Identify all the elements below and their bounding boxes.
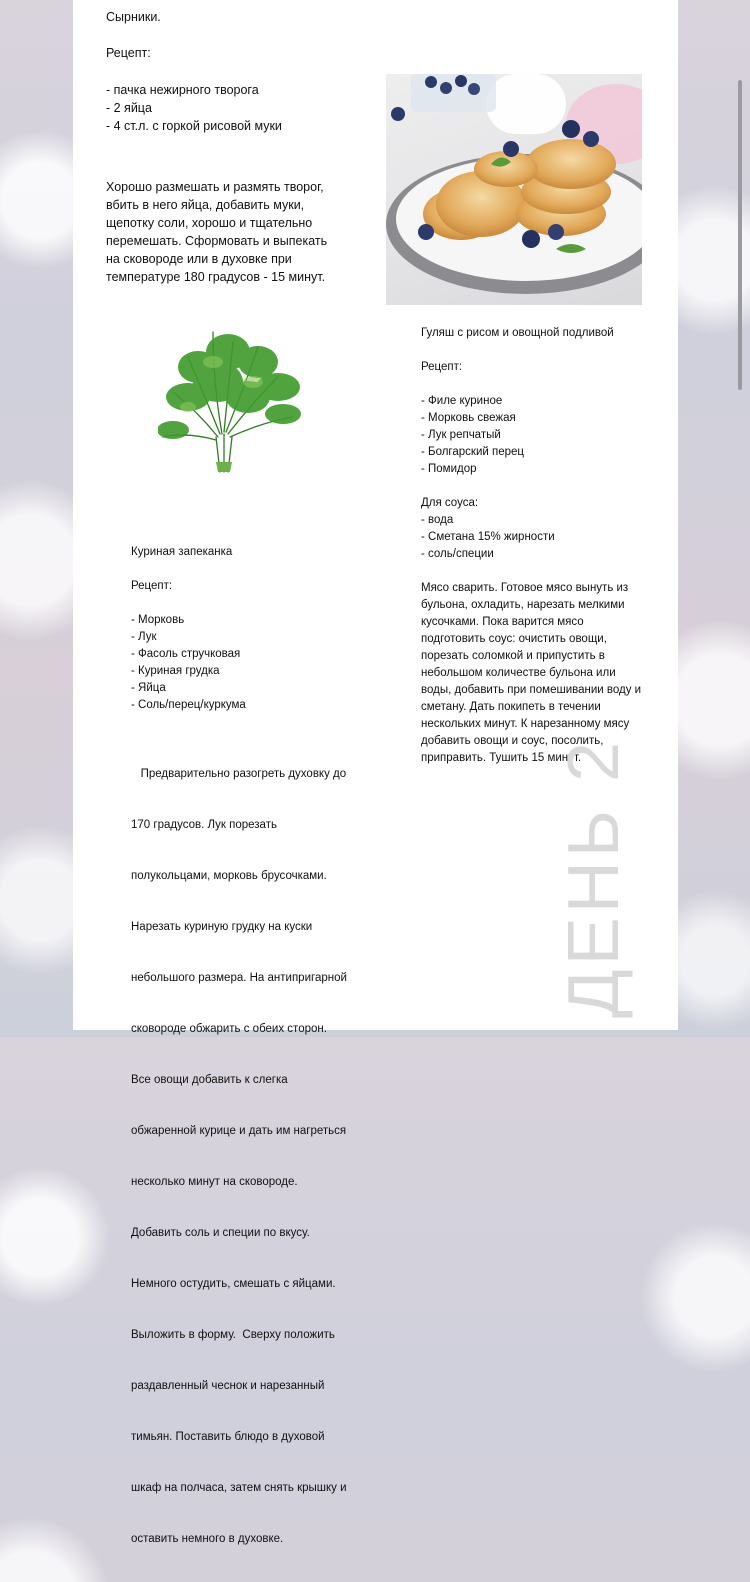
- text-line: добавить овощи и соус, посолить,: [421, 735, 604, 747]
- list-item: - Яйца: [131, 682, 166, 694]
- text-line: небольшом количестве бульона или: [421, 667, 616, 679]
- list-item: - соль/специи: [421, 548, 494, 560]
- list-item: - Сметана 15% жирности: [421, 531, 555, 543]
- recipe2-sauce-label: Для соуса:: [421, 497, 479, 509]
- list-item: - Лук репчатый: [421, 429, 501, 441]
- text-line: вбить в него яйца, добавить муки,: [106, 198, 305, 212]
- pancakes-with-blueberries-image: [386, 74, 642, 305]
- text-line: Выложить в форму. Сверху положить: [131, 1329, 335, 1341]
- list-item: - Морковь: [131, 614, 185, 626]
- text-line: на сковороде или в духовке при: [106, 252, 292, 266]
- text-line: перемешать. Сформовать и выпекать: [106, 234, 328, 248]
- text-line: тимьян. Поставить блюдо в духовой: [131, 1431, 325, 1443]
- text-line: сковороде обжарить с обеих сторон.: [131, 1023, 327, 1035]
- list-item: - вода: [421, 514, 454, 526]
- list-item: - 4 ст.л. с горкой рисовой муки: [106, 119, 282, 133]
- list-item: - Помидор: [421, 463, 477, 475]
- text-line: Немного остудить, смешать с яйцами.: [131, 1278, 336, 1290]
- recipe3-title: Куриная запеканка: [131, 546, 233, 558]
- list-item: - пачка нежирного творога: [106, 83, 259, 97]
- list-item: - Куриная грудка: [131, 665, 220, 677]
- recipe1-recipe-label: Рецепт:: [106, 46, 151, 60]
- text-line: порезать соломкой и припустить в: [421, 650, 605, 662]
- dill-photo: [158, 322, 308, 482]
- text-line: шкаф на полчаса, затем снять крышку и: [131, 1482, 347, 1494]
- recipe2-sauce: [421, 512, 555, 563]
- recipe1-ingredients: [106, 81, 282, 135]
- text-line: температуре 180 градусов - 15 минут.: [106, 270, 326, 284]
- recipe-page: [73, 0, 678, 1545]
- list-item: - Фасоль стручковая: [131, 648, 241, 660]
- text-line: воды, добавить при помешивании воду и: [421, 684, 642, 696]
- text-line: Нарезать куриную грудку на куски: [131, 921, 313, 933]
- text-line: бульона, охладить, нарезать мелкими: [421, 599, 625, 611]
- recipe1-title: Сырники.: [106, 10, 161, 24]
- text-line: 170 градусов. Лук порезать: [131, 819, 277, 831]
- day-label: ДЕНЬ 2: [554, 737, 634, 1018]
- text-line: небольшого размера. На антипригарной: [131, 972, 347, 984]
- text-line: сметану. Дать покипеть в течении: [421, 701, 601, 713]
- recipe2-title: Гуляш с рисом и овощной подливой: [421, 327, 614, 339]
- text-line: полукольцами, морковь брусочками.: [131, 870, 327, 882]
- text-line: раздавленный чеснок и нарезанный: [131, 1380, 325, 1392]
- list-item: - Соль/перец/куркума: [131, 699, 246, 711]
- text-line: Хорошо размешать и размять творог,: [106, 180, 324, 194]
- recipe2-ingredients: [421, 393, 524, 478]
- recipe2-recipe-label: Рецепт:: [421, 361, 463, 373]
- text-line: подготовить соус: очистить овощи,: [421, 633, 607, 645]
- list-item: - Филе куриное: [421, 395, 503, 407]
- text-line: кусочками. Пока варится мясо: [421, 616, 584, 628]
- recipe3-ingredients: [131, 612, 246, 714]
- list-item: - Болгарский перец: [421, 446, 524, 458]
- scrollbar[interactable]: [738, 80, 742, 390]
- dill-bunch-image: [158, 322, 308, 482]
- recipe3-recipe-label: Рецепт:: [131, 580, 173, 592]
- list-item: - Лук: [131, 631, 157, 643]
- text-line: щепотку соли, хорошо и тщательно: [106, 216, 313, 230]
- text-line: Мясо сварить. Готовое мясо вынуть из: [421, 582, 629, 594]
- text-line: Добавить соль и специи по вкусу.: [131, 1227, 310, 1239]
- recipe3-method: [131, 732, 347, 1582]
- text-line: Все овощи добавить к слегка: [131, 1074, 288, 1086]
- syrniki-photo: [386, 74, 642, 305]
- text-line: обжаренной курице и дать им нагреться: [131, 1125, 347, 1137]
- text-line: оставить немного в духовке.: [131, 1533, 284, 1545]
- text-line: несколько минут на сковороде.: [131, 1176, 298, 1188]
- recipe1-method: [106, 178, 327, 286]
- text-line: нескольких минут. К нарезанному мясу: [421, 718, 630, 730]
- text-line: приправить. Тушить 15 минут.: [421, 752, 582, 764]
- list-item: - 2 яйца: [106, 101, 152, 115]
- list-item: - Морковь свежая: [421, 412, 516, 424]
- text-line: Предварительно разогреть духовку до: [131, 768, 347, 780]
